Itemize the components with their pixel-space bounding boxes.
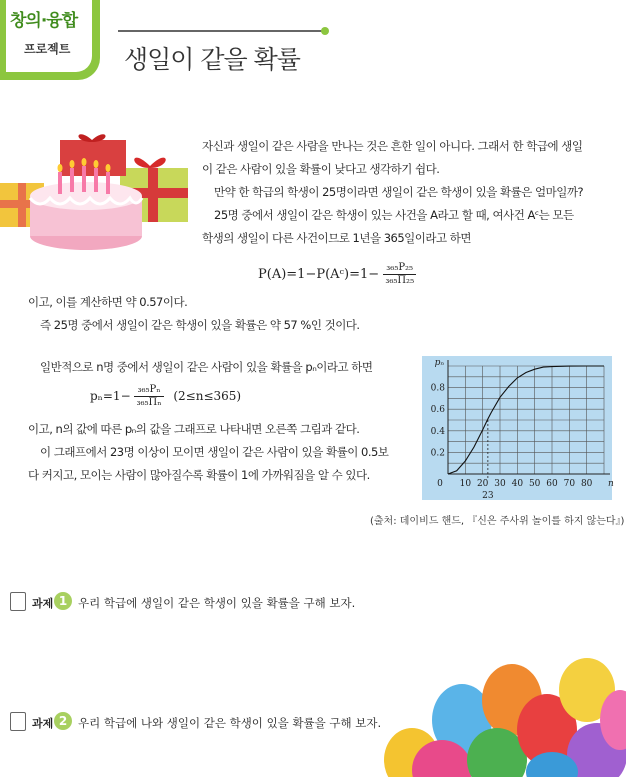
intro-line-4: 25명 중에서 생일이 같은 학생이 있는 사건을 A라고 할 때, 여사건 Aᶜ는 모든 <box>214 208 574 222</box>
after-line-1: 이고, 이를 계산하면 약 0.57이다. <box>28 295 188 309</box>
note-icon <box>10 712 26 731</box>
birthday-cake-illustration <box>0 128 196 258</box>
x-tick-label: 10 <box>459 479 472 489</box>
y-tick-label: 0.8 <box>430 383 445 394</box>
y-axis-label: pₙ <box>434 358 444 368</box>
general-line-1: 일반적으로 n명 중에서 생일이 같은 사람이 있을 확률을 pₙ이라고 하면 <box>40 360 373 374</box>
x-tick-label: 50 <box>528 479 541 489</box>
intro-line-3: 만약 한 학급의 학생이 25명이라면 생일이 같은 학생이 있을 확률은 얼마일까? <box>214 185 584 199</box>
citation: (출처: 데이비드 핸드, 『신은 주사위 놀이를 하지 않는다』) <box>370 516 625 527</box>
formula-2-numerator: ₃₆₅Pₙ <box>134 384 163 397</box>
badge-title: 창의·융합 <box>10 11 78 31</box>
badge-subtitle: 프로젝트 <box>24 42 71 56</box>
balloons-illustration <box>372 660 626 777</box>
task-2-number: 2 <box>54 712 72 730</box>
general-line-3: 이 그래프에서 23명 이상이 모이면 생일이 같은 사람이 있을 확률이 0.5보 <box>40 445 389 459</box>
x-tick-label: 70 <box>563 479 576 489</box>
page-title: 생일이 같을 확률 <box>124 45 300 74</box>
title-rule <box>118 30 324 32</box>
task-1-label: 과제 <box>32 597 54 610</box>
intro-line-1: 자신과 생일이 같은 사람을 만나는 것은 흔한 일이 아니다. 그래서 한 학급에 생일 <box>202 139 583 153</box>
formula-2-fraction <box>134 384 163 409</box>
general-line-2: 이고, n의 값에 따른 pₙ의 값을 그래프로 나타내면 오른쪽 그림과 같다. <box>28 422 360 436</box>
formula-1-fraction <box>383 262 416 287</box>
task-1-number: 1 <box>54 592 72 610</box>
formula-2-denominator: ₃₆₅Πₙ <box>136 397 162 408</box>
x-tick-label: 30 <box>494 479 506 489</box>
title-rule-dot <box>321 27 329 35</box>
intro-line-5: 학생의 생일이 다른 사건이므로 1년을 365일이라고 하면 <box>202 231 471 245</box>
x-axis-label: n <box>608 479 614 489</box>
formula-1-denominator: ₃₆₅Π₂₅ <box>385 275 415 286</box>
formula-1-main: P(A)=1−P(Aᶜ)=1− <box>258 267 380 282</box>
x-tick-label: 20 <box>476 479 489 489</box>
task-2-label: 과제 <box>32 717 54 730</box>
task-1-text: 우리 학급에 생일이 같은 학생이 있을 확률을 구해 보자. <box>78 596 356 610</box>
general-line-4: 다 커지고, 모이는 사람이 많아질수록 확률이 1에 가까워짐을 알 수 있다. <box>28 468 370 482</box>
y-tick-label: 0.2 <box>430 448 445 459</box>
note-icon <box>10 592 26 611</box>
x-tick-label: 0 <box>437 479 443 489</box>
y-tick-label: 0.4 <box>430 426 445 437</box>
formula-2-main: pₙ=1− <box>90 389 131 403</box>
x-tick-label: 40 <box>511 479 524 489</box>
after-line-2: 즉 25명 중에서 생일이 같은 학생이 있을 확률은 약 57 %인 것이다. <box>40 318 360 332</box>
formula-2-condition: (2≤n≤365) <box>173 389 242 403</box>
x-tick-label: 60 <box>546 479 558 489</box>
marker-label: 23 <box>482 491 494 501</box>
birthday-probability-chart <box>422 356 612 500</box>
y-tick-label: 0.6 <box>430 405 445 416</box>
formula-1-numerator: ₃₆₅P₂₅ <box>383 262 416 275</box>
intro-line-2: 이 같은 사람이 있을 확률이 낮다고 생각하기 쉽다. <box>202 162 440 176</box>
task-2-text: 우리 학급에 나와 생일이 같은 학생이 있을 확률을 구해 보자. <box>78 716 382 730</box>
formula-1 <box>258 262 416 287</box>
x-tick-label: 80 <box>580 479 593 489</box>
formula-2 <box>90 384 241 409</box>
